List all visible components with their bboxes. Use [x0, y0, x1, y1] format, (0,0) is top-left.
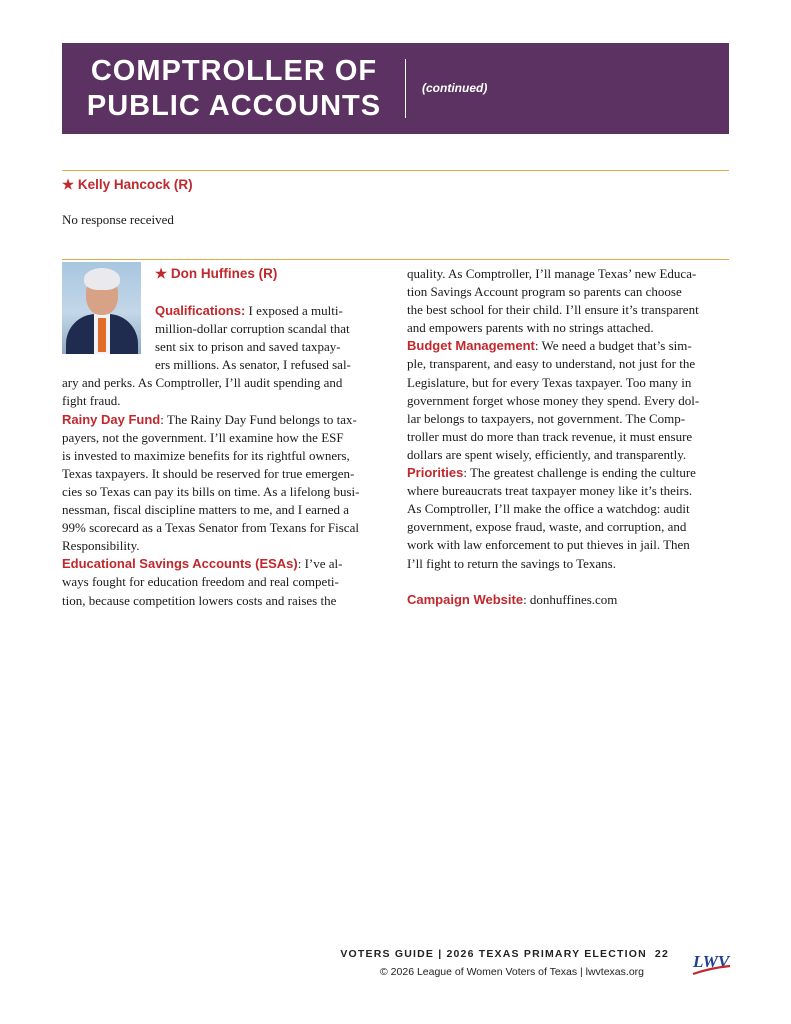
body-text: : We need a budget that’s sim- [534, 338, 692, 354]
lwv-logo-text: LWV [693, 952, 730, 971]
candidate-name-huffines: ★ Don Huffines (R) [155, 266, 278, 281]
topic-label: Qualifications: [155, 303, 246, 318]
text-line [407, 337, 729, 355]
divider-rule [62, 259, 729, 260]
body-text: I exposed a multi- [245, 303, 343, 318]
body-text: I’ll fight to return the savings to Texans. [407, 555, 616, 571]
candidate-response-hancock: No response received [62, 212, 174, 227]
text-line [407, 319, 729, 337]
body-text: fight fraud. [62, 393, 121, 409]
candidate-name-hancock: ★ Kelly Hancock (R) [62, 177, 193, 192]
text-line [62, 429, 384, 447]
body-text: ary and perks. As Comptroller, I’ll audit spending and [62, 375, 343, 391]
section-title-line-1: COMPTROLLER OF [90, 55, 378, 87]
body-text: : The greatest challenge is ending the culture [463, 465, 696, 481]
text-line [407, 428, 729, 446]
body-text: quality. As Comptroller, I’ll manage Texas’ new Educa- [407, 266, 697, 281]
topic-label: Budget Management [407, 338, 535, 354]
text-line [62, 573, 384, 591]
section-title-line-2: PUBLIC ACCOUNTS [86, 90, 382, 122]
text-line [62, 338, 384, 356]
body-text: government forget whose money they spend. Every dol- [407, 392, 700, 408]
body-text: the best school for their child. I’ll ensure it’s transparent [407, 302, 699, 318]
body-text: payers, not the government. I’ll examine how the ESF [62, 429, 344, 445]
body-text: sent six to prison and saved taxpay- [155, 339, 341, 355]
text-line [407, 536, 729, 554]
body-text: Responsibility. [62, 538, 140, 554]
text-line [62, 447, 384, 465]
body-text: government, expose fraud, waste, and corruption, and [407, 519, 687, 535]
lwv-logo [690, 948, 732, 978]
text-line [62, 555, 384, 573]
candidate-text-left-column [62, 302, 384, 610]
body-text: lar belongs to taxpayers, not government. The Comp- [407, 410, 686, 426]
banner-divider [405, 59, 406, 118]
footer-copyright: © 2026 League of Women Voters of Texas | lwvtexas.org [380, 966, 644, 978]
body-text: : donhuffines.com [523, 591, 618, 607]
text-line [62, 320, 384, 338]
candidate-text-right-column [407, 265, 729, 609]
text-line [407, 573, 729, 591]
topic-label: Rainy Day Fund [62, 411, 161, 427]
text-line [62, 592, 384, 610]
body-text: tion, because competition lowers costs and raises the [62, 592, 337, 608]
body-text: work with law enforcement to put thieves in jail. Then [407, 537, 690, 553]
text-line [407, 446, 729, 464]
body-text: ways fought for education freedom and real competi- [62, 574, 339, 590]
body-text: and empowers parents with no strings attached. [407, 320, 654, 336]
body-text: : I’ve al- [297, 556, 343, 572]
page-number: 22 [654, 948, 669, 960]
text-line [407, 392, 729, 410]
body-text: ers millions. As senator, I refused sal- [155, 357, 351, 373]
body-text: troller must do more than track revenue, it must ensure [407, 428, 693, 444]
text-line [407, 374, 729, 392]
body-text: ple, transparent, and easy to understand, not just for the [407, 356, 696, 372]
continued-label: (continued) [422, 81, 488, 95]
text-line [62, 483, 384, 501]
section-title [78, 54, 390, 124]
text-line [62, 374, 384, 392]
topic-label: Priorities [407, 465, 464, 481]
text-line [407, 355, 729, 373]
divider-rule [62, 170, 729, 171]
topic-label: Campaign Website [407, 591, 524, 607]
body-text: : The Rainy Day Fund belongs to tax- [160, 411, 357, 427]
text-line [62, 411, 384, 429]
text-line [62, 519, 384, 537]
footer-guide-line [340, 948, 669, 960]
text-line [62, 465, 384, 483]
text-line [407, 500, 729, 518]
text-line [407, 464, 729, 482]
body-text: where bureaucrats treat taxpayer money like it’s theirs. [407, 483, 693, 499]
body-text: 99% scorecard as a Texas Senator from Texans for Fiscal [62, 520, 359, 536]
body-text: nessman, fiscal discipline matters to me, and I earned a [62, 502, 349, 518]
body-text: dollars are spent wisely, efficiently, and transparently. [407, 446, 687, 462]
text-line [407, 518, 729, 536]
text-line [62, 356, 384, 374]
text-line [407, 591, 729, 609]
topic-label: Educational Savings Accounts (ESAs) [62, 556, 298, 572]
body-text: Texas taxpayers. It should be reserved for true emergen- [62, 465, 355, 481]
text-line [407, 410, 729, 428]
body-text: Legislature, but for every Texas taxpayer. Too many in [407, 374, 692, 390]
text-line [407, 301, 729, 319]
body-text: As Comptroller, I’ll make the office a watchdog: audit [407, 501, 690, 517]
footer-guide-title: VOTERS GUIDE | 2026 TEXAS PRIMARY ELECTION [340, 948, 647, 960]
text-line [407, 482, 729, 500]
text-line [62, 501, 384, 519]
body-text: cies so Texas can pay its bills on time. As a lifelong busi- [62, 483, 360, 499]
text-line [407, 555, 729, 573]
text-line [62, 302, 384, 320]
text-line [407, 265, 729, 283]
body-text: is invested to maximize benefits for its rightful owners, [62, 447, 350, 463]
text-line [407, 283, 729, 301]
text-line [62, 537, 384, 555]
body-text: tion Savings Account program so parents can choose [407, 284, 682, 300]
body-text: million-dollar corruption scandal that [155, 321, 350, 337]
section-banner [62, 43, 729, 134]
text-line [62, 392, 384, 410]
